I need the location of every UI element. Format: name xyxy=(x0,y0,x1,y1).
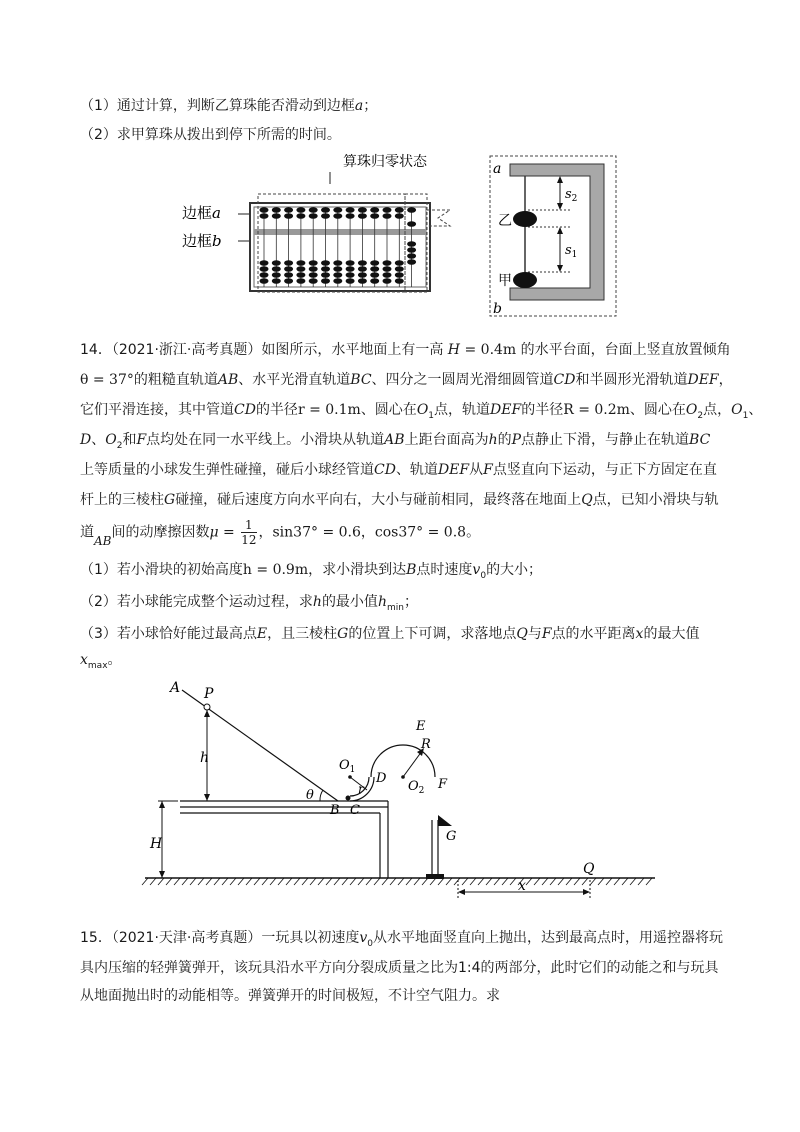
q14-part3-cont: $x_{max}$。 xyxy=(80,652,122,671)
ground-hatch xyxy=(318,878,324,885)
abacus-bead xyxy=(346,272,355,278)
label-B: B xyxy=(330,803,340,818)
abacus-bead xyxy=(321,207,330,213)
abacus-bead xyxy=(333,260,342,266)
ground-hatch xyxy=(590,878,596,885)
abacus-bead xyxy=(346,213,355,219)
ground-hatch xyxy=(214,878,220,885)
ground-hatch xyxy=(414,878,420,885)
label-O1: $O_1$ xyxy=(339,758,356,775)
abacus-bead xyxy=(321,260,330,266)
abacus-bead xyxy=(333,278,342,284)
abacus-bead xyxy=(284,278,293,284)
abacus-frame xyxy=(250,194,430,292)
ground-hatch xyxy=(614,878,620,885)
abacus-zoom xyxy=(490,156,616,317)
ground-hatch xyxy=(342,878,348,885)
ground-hatch xyxy=(182,878,188,885)
abacus-bead xyxy=(407,259,416,265)
bead-jia-label: 甲 xyxy=(498,273,512,289)
ground-hatch xyxy=(390,878,396,885)
abacus-bead xyxy=(309,260,318,266)
label-E: E xyxy=(416,719,426,734)
ground-hatch xyxy=(206,878,212,885)
abacus-bead xyxy=(395,266,404,272)
ground-hatch xyxy=(222,878,228,885)
abacus-bead xyxy=(272,260,281,266)
abacus-bead xyxy=(395,207,404,213)
abacus-bead xyxy=(284,213,293,219)
ground-hatch xyxy=(382,878,388,885)
abacus-bead xyxy=(383,278,392,284)
abacus-bead xyxy=(370,213,379,219)
ground-hatch xyxy=(542,878,548,885)
ground-hatch xyxy=(366,878,372,885)
ground-hatch xyxy=(398,878,404,885)
abacus-bead xyxy=(407,247,416,253)
ground-hatch xyxy=(350,878,356,885)
abacus-bead xyxy=(284,260,293,266)
ground-hatch xyxy=(158,878,164,885)
abacus-bead xyxy=(321,278,330,284)
ground-hatch xyxy=(510,878,516,885)
bead-yi xyxy=(513,211,537,227)
abacus-bead xyxy=(272,272,281,278)
abacus-bead xyxy=(358,272,367,278)
label-H: H xyxy=(150,836,163,852)
q14-line4: D、$O_2$和F点均处在同一水平线上。小滑块从轨道AB上距台面高为h的P点静止下滑，与静止在轨道BC xyxy=(80,432,711,451)
label-F: F xyxy=(438,777,448,792)
abacus-bead xyxy=(407,253,416,259)
abacus-bead xyxy=(370,266,379,272)
ground-hatch xyxy=(558,878,564,885)
abacus-bead xyxy=(321,266,330,272)
ground-hatch xyxy=(198,878,204,885)
ground-hatch xyxy=(502,878,508,885)
q14-line1: 14．（2021·浙江·高考真题）如图所示，水平地面上有一高 H = 0.4m 的水平台面，台面上竖直放置倾角 xyxy=(80,342,731,358)
abacus-bead xyxy=(346,207,355,213)
abacus-bead xyxy=(358,260,367,266)
ground-hatch xyxy=(534,878,540,885)
abacus-bead xyxy=(407,241,416,247)
abacus-bead xyxy=(321,272,330,278)
abacus-bead xyxy=(358,266,367,272)
prism-G xyxy=(438,815,452,826)
ground-hatch xyxy=(374,878,380,885)
abacus-bead xyxy=(296,272,305,278)
q14-part3: （3）若小球恰好能过最高点E，且三棱柱G的位置上下可调，求落地点Q与F点的水平距离x的最大值 xyxy=(80,626,700,642)
abacus-bead xyxy=(395,260,404,266)
ground-hatch xyxy=(430,878,436,885)
abacus-bead xyxy=(309,278,318,284)
abacus-bead xyxy=(284,207,293,213)
frame-b-label: 边框b xyxy=(182,232,222,250)
s2-label: $s_2$ xyxy=(565,187,578,204)
ground-hatch xyxy=(174,878,180,885)
ground-hatch xyxy=(574,878,580,885)
abacus-bead xyxy=(321,213,330,219)
q14-line3: 它们平滑连接，其中管道CD的半径r = 0.1m、圆心在$O_1$点，轨道DEF的半径R = 0.2m、圆心在$O_2$点，$O_1$、 xyxy=(80,402,763,421)
abacus-bead xyxy=(296,207,305,213)
abacus-bead xyxy=(309,272,318,278)
bead-jia xyxy=(513,272,537,288)
ground-hatch xyxy=(638,878,644,885)
ground-hatch xyxy=(478,878,484,885)
abacus-bead xyxy=(309,207,318,213)
abacus-bead xyxy=(383,213,392,219)
abacus-figure xyxy=(180,148,620,318)
abacus-bead xyxy=(284,266,293,272)
label-C: C xyxy=(350,803,360,818)
q14-line7: 道AB间的动摩擦因数μ = $\frac{1}{12}$ ，sin37° = 0.6，cos37° = 0.8。 xyxy=(80,518,481,548)
mu-fraction: $\frac{1}{12}$ xyxy=(241,518,257,547)
ground-hatch xyxy=(526,878,532,885)
abacus-bead xyxy=(370,207,379,213)
abacus-bead xyxy=(309,213,318,219)
ground-hatch xyxy=(358,878,364,885)
abacus-bead xyxy=(407,207,416,213)
abacus-bead xyxy=(272,213,281,219)
abacus-bead xyxy=(383,260,392,266)
abacus-bead xyxy=(383,266,392,272)
label-Q: Q xyxy=(583,861,595,877)
abacus-bead xyxy=(260,260,269,266)
abacus-bead xyxy=(272,278,281,284)
q15-line3: 从地面抛出时的动能相等。弹簧弹开的时间极短，不计空气阻力。求 xyxy=(80,988,500,1004)
abacus-bead xyxy=(395,278,404,284)
ground-hatch xyxy=(606,878,612,885)
ground-hatch xyxy=(246,878,252,885)
ground-hatch xyxy=(238,878,244,885)
label-P: P xyxy=(204,686,214,702)
ground-hatch xyxy=(262,878,268,885)
ground-hatch xyxy=(454,878,460,885)
abacus-bead xyxy=(383,272,392,278)
abacus-bead xyxy=(358,207,367,213)
abacus-bead xyxy=(284,272,293,278)
abacus-bead xyxy=(333,213,342,219)
q14-line6: 杆上的三棱柱G碰撞，碰后速度方向水平向右，大小与碰前相同，最终落在地面上Q点，已知小滑块与轨 xyxy=(80,492,719,508)
abacus-bead xyxy=(272,207,281,213)
ground-hatch xyxy=(278,878,284,885)
ground-hatch xyxy=(422,878,428,885)
q15-line2: 具内压缩的轻弹簧弹开，该玩具沿水平方向分裂成质量之比为1:4的两部分，此时它们的动能之和与玩具 xyxy=(80,960,719,976)
abacus-bead xyxy=(296,213,305,219)
ground-hatch xyxy=(254,878,260,885)
abacus-bead xyxy=(309,266,318,272)
abacus-bead xyxy=(407,221,416,227)
abacus-bead xyxy=(370,272,379,278)
label-A: A xyxy=(170,680,181,696)
ground-hatch xyxy=(150,878,156,885)
ground-hatch xyxy=(310,878,316,885)
label-x: x xyxy=(518,878,526,894)
ground-hatch xyxy=(494,878,500,885)
frame-a-label: 边框a xyxy=(182,204,221,222)
ground-hatch xyxy=(566,878,572,885)
track-figure xyxy=(140,680,660,905)
ground-hatch xyxy=(446,878,452,885)
ground-hatch xyxy=(294,878,300,885)
abacus-title: 算珠归零状态 xyxy=(343,154,427,170)
abacus-bead xyxy=(383,207,392,213)
zoom-a-label: a xyxy=(493,161,502,177)
abacus-bead xyxy=(346,260,355,266)
abacus-bead xyxy=(296,260,305,266)
ground-hatch xyxy=(582,878,588,885)
zoom-b-label: b xyxy=(493,301,502,317)
ground-hatch xyxy=(550,878,556,885)
abacus-bead xyxy=(346,266,355,272)
ground-hatch xyxy=(286,878,292,885)
ground-hatch xyxy=(166,878,172,885)
abacus-bead xyxy=(260,207,269,213)
abacus-bead xyxy=(260,266,269,272)
ground-hatch xyxy=(230,878,236,885)
abacus-bead xyxy=(395,272,404,278)
abacus-bead xyxy=(346,278,355,284)
abacus-bead xyxy=(358,278,367,284)
label-O2: $O_2$ xyxy=(408,779,425,796)
abacus-bead xyxy=(358,213,367,219)
abacus-bead xyxy=(260,278,269,284)
ground-hatch xyxy=(486,878,492,885)
ground-hatch xyxy=(630,878,636,885)
abacus-bead xyxy=(370,278,379,284)
ground-hatch xyxy=(438,878,444,885)
label-r: r xyxy=(358,782,364,796)
s1-label: $s_1$ xyxy=(565,243,578,260)
abacus-bead xyxy=(395,213,404,219)
abacus-bead xyxy=(260,213,269,219)
label-R: R xyxy=(421,737,431,752)
abacus-bead xyxy=(333,207,342,213)
ground-hatch xyxy=(598,878,604,885)
label-theta: θ xyxy=(306,788,314,803)
q14-line5: 上等质量的小球发生弹性碰撞，碰后小球经管道CD、轨道DEF从F点竖直向下运动，与正下方固定在直 xyxy=(80,462,717,478)
ground-hatch xyxy=(270,878,276,885)
ground-hatch xyxy=(334,878,340,885)
abacus-bead xyxy=(260,272,269,278)
ground-hatch xyxy=(646,878,652,885)
ground-hatch xyxy=(462,878,468,885)
ground-hatch xyxy=(142,878,148,885)
label-h: h xyxy=(200,750,210,766)
ground-hatch xyxy=(302,878,308,885)
ground-hatch xyxy=(406,878,412,885)
abacus-bead xyxy=(296,266,305,272)
ground-hatch xyxy=(326,878,332,885)
q14-part1: （1）若小滑块的初始高度h = 0.9m，求小滑块到达B点时速度$v_0$的大小； xyxy=(80,562,543,581)
abacus-bead xyxy=(296,278,305,284)
ground-hatch xyxy=(470,878,476,885)
q13-part2: （2）求甲算珠从拨出到停下所需的时间。 xyxy=(80,127,341,143)
abacus-bead xyxy=(272,266,281,272)
q14-part2: （2）若小球能完成整个运动过程，求h的最小值$h_{min}$； xyxy=(80,594,418,613)
ground-hatch xyxy=(190,878,196,885)
bead-yi-label: 乙 xyxy=(498,213,512,229)
ground-hatch xyxy=(622,878,628,885)
point-P xyxy=(204,704,210,710)
abacus-bead xyxy=(370,260,379,266)
abacus-bead xyxy=(333,266,342,272)
label-D: D xyxy=(376,771,387,786)
abacus-bead xyxy=(333,272,342,278)
label-G: G xyxy=(446,829,457,844)
q13-part1: （1）通过计算，判断乙算珠能否滑动到边框a； xyxy=(80,98,378,114)
q15-line1: 15．（2021·天津·高考真题）一玩具以初速度$v_0$从水平地面竖直向上抛出，达到最高点时，用遥控器将玩 xyxy=(80,930,724,949)
q14-line2: θ = 37°的粗糙直轨道AB、水平光滑直轨道BC、四分之一圆周光滑细圆管道CD和半圆形光滑轨道DEF， xyxy=(80,372,733,388)
